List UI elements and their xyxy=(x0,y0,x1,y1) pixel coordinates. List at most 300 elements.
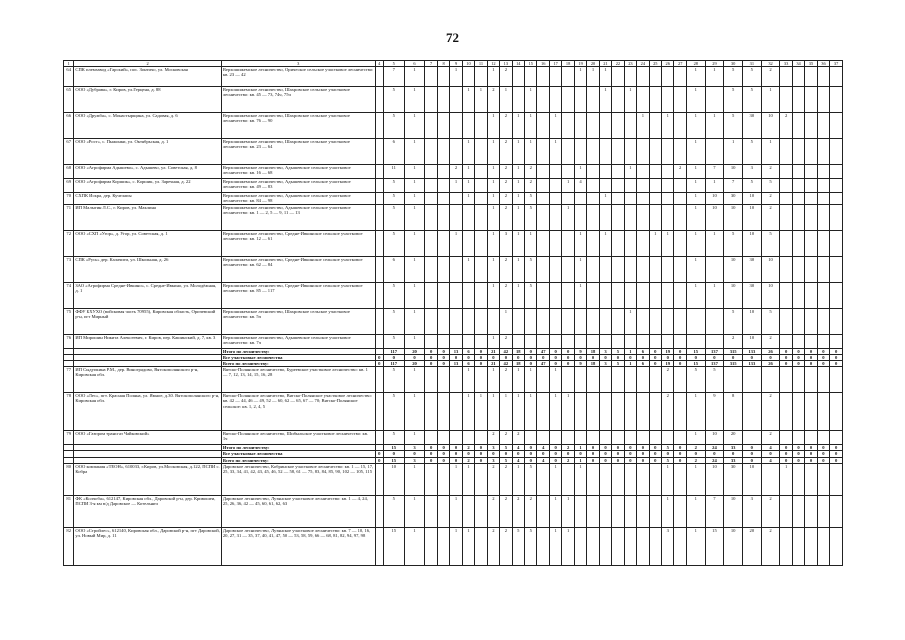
value-cell: 1 xyxy=(686,204,705,230)
row-number-cell: 82 xyxy=(64,527,74,565)
value-cell: 1 xyxy=(662,463,674,495)
value-cell: 0 xyxy=(549,445,561,451)
value-cell: 2 xyxy=(500,113,512,139)
value-cell xyxy=(612,230,624,256)
row-number-cell: 73 xyxy=(64,256,74,282)
value-cell xyxy=(805,308,817,334)
value-cell: 4 xyxy=(512,445,524,451)
column-number-cell: 13 xyxy=(500,61,512,67)
value-cell: 10 xyxy=(724,495,743,527)
value-cell: 0 xyxy=(437,354,449,360)
value-cell: 18 xyxy=(512,361,524,367)
value-cell xyxy=(549,87,561,113)
value-cell: 1 xyxy=(686,495,705,527)
value-cell: 0 xyxy=(662,451,674,457)
column-number-cell: 32 xyxy=(761,61,780,67)
organization-cell: ООО «Стройлес», 612140, Кировская обл., Даровской р-н, пгт Даровской, ул. Новый Мир, д. 11 xyxy=(74,527,221,565)
value-cell xyxy=(574,113,586,139)
value-cell: 0 xyxy=(487,451,499,457)
value-cell xyxy=(537,334,549,348)
value-cell: 315 xyxy=(724,361,743,367)
value-cell: 0 xyxy=(612,457,624,463)
value-cell xyxy=(599,495,611,527)
value-cell: 0 xyxy=(742,354,761,360)
location-cell: Верхошижемское лесничество, Адышевское сельское участковое лесничество: кв. 1 — 2, 5 — 9, 11 — 13 xyxy=(221,204,375,230)
column-number-cell: 20 xyxy=(587,61,599,67)
value-cell: 2 xyxy=(487,463,499,495)
value-cell: 5 xyxy=(383,204,404,230)
value-cell xyxy=(462,282,474,308)
value-cell xyxy=(437,495,449,527)
value-cell xyxy=(624,139,636,165)
value-cell: 1 xyxy=(462,193,474,204)
value-cell xyxy=(649,367,661,393)
value-cell: 1 xyxy=(404,308,425,334)
value-cell xyxy=(462,67,474,87)
value-cell xyxy=(599,463,611,495)
value-cell: 2 xyxy=(512,431,524,445)
value-cell: 1 xyxy=(512,165,524,179)
value-cell: 0 xyxy=(404,354,425,360)
value-cell xyxy=(624,230,636,256)
value-cell xyxy=(562,256,574,282)
column-number-cell: 15 xyxy=(525,61,537,67)
value-cell xyxy=(587,193,599,204)
value-cell: 0 xyxy=(624,457,636,463)
value-cell: 1 xyxy=(549,527,561,565)
value-cell: 10 xyxy=(705,193,724,204)
value-cell: 1 xyxy=(705,67,724,87)
value-cell: 5 xyxy=(383,367,404,393)
value-cell: 1 xyxy=(462,367,474,393)
value-cell: 2 xyxy=(761,431,780,445)
value-cell: 1 xyxy=(649,230,661,256)
value-cell: 10 xyxy=(705,463,724,495)
value-cell: 1 xyxy=(487,393,499,431)
value-cell xyxy=(425,495,437,527)
value-cell xyxy=(475,256,487,282)
value-cell xyxy=(562,139,574,165)
value-cell: 0 xyxy=(562,361,574,367)
value-cell xyxy=(649,87,661,113)
value-cell: 10 xyxy=(761,113,780,139)
value-cell: 0 xyxy=(637,451,649,457)
value-cell xyxy=(475,282,487,308)
value-cell: 2 xyxy=(500,193,512,204)
value-cell: 1 xyxy=(686,282,705,308)
value-cell: 2 xyxy=(500,527,512,565)
value-cell: 0 xyxy=(792,445,804,451)
value-cell: 0 xyxy=(599,445,611,451)
value-cell: 0 xyxy=(425,361,437,367)
value-cell xyxy=(475,139,487,165)
value-cell: 0 xyxy=(624,445,636,451)
location-cell: Вятско-Полянское лесничество, Вятско-Полянское участковое лесничество: кв. 42 — 44, 46 — 49, 52 — 60, 62 — 65, 67 — 70; Вятско-Полянское сельское: кв. 1, 2, 4, 5 xyxy=(221,393,375,431)
value-cell xyxy=(425,393,437,431)
value-cell xyxy=(437,256,449,282)
value-cell xyxy=(649,67,661,87)
column-number-cell: 7 xyxy=(425,61,437,67)
value-cell: 21 xyxy=(487,348,499,354)
value-cell: 0 xyxy=(383,354,404,360)
value-cell xyxy=(624,256,636,282)
value-cell: 3 xyxy=(404,457,425,463)
value-cell xyxy=(437,139,449,165)
value-cell xyxy=(425,179,437,193)
column-number-cell: 31 xyxy=(742,61,761,67)
value-cell: 1 xyxy=(512,282,524,308)
value-cell xyxy=(549,179,561,193)
value-cell: 1 xyxy=(624,87,636,113)
value-cell: 0 xyxy=(599,457,611,463)
value-cell xyxy=(537,282,549,308)
column-number-cell: 3 xyxy=(221,61,375,67)
value-cell: 1 xyxy=(404,204,425,230)
value-cell: 5 xyxy=(525,527,537,565)
value-cell xyxy=(780,179,792,193)
value-cell xyxy=(649,193,661,204)
value-cell: 1 xyxy=(404,113,425,139)
value-cell: 0 xyxy=(562,348,574,354)
value-cell xyxy=(537,393,549,431)
table-row xyxy=(64,495,843,527)
column-number-cell: 27 xyxy=(674,61,686,67)
value-cell: 1 xyxy=(686,256,705,282)
row-number-cell: 70 xyxy=(64,193,74,204)
value-cell: 42 xyxy=(500,361,512,367)
page-number: 72 xyxy=(446,30,459,45)
value-cell: 2 xyxy=(662,393,674,431)
value-cell: 1 xyxy=(512,367,524,393)
value-cell xyxy=(612,256,624,282)
value-cell: 0 xyxy=(425,457,437,463)
location-cell: Верхошижемское лесничество, Шахровское сельское участковое лесничество: кв. 23 — 64 xyxy=(221,139,375,165)
value-cell xyxy=(780,495,792,527)
value-cell xyxy=(475,367,487,393)
organization-cell: СПК племзавод «Гарский», пос. Зонтичо, ул. Московская xyxy=(74,67,221,87)
value-cell xyxy=(674,139,686,165)
value-cell xyxy=(649,431,661,445)
value-cell: 2 xyxy=(500,495,512,527)
value-cell: 0 xyxy=(404,451,425,457)
value-cell: 9 xyxy=(705,393,724,431)
value-cell: 0 xyxy=(674,457,686,463)
value-cell xyxy=(450,204,462,230)
value-cell xyxy=(587,282,599,308)
value-cell: 0 xyxy=(780,348,792,354)
value-cell xyxy=(475,204,487,230)
value-cell xyxy=(425,334,437,348)
value-cell xyxy=(475,334,487,348)
value-cell xyxy=(537,67,549,87)
value-cell: 0 xyxy=(475,451,487,457)
value-cell xyxy=(792,367,804,393)
value-cell xyxy=(437,431,449,445)
value-cell: 5 xyxy=(383,334,404,348)
value-cell xyxy=(792,67,804,87)
value-cell: 2 xyxy=(525,495,537,527)
value-cell xyxy=(562,463,574,495)
value-cell xyxy=(537,139,549,165)
value-cell xyxy=(830,193,843,204)
value-cell: 10 xyxy=(705,204,724,230)
value-cell: 6 xyxy=(637,348,649,354)
column-number-cell: 19 xyxy=(574,61,586,67)
value-cell xyxy=(475,113,487,139)
value-cell xyxy=(425,367,437,393)
value-cell xyxy=(805,204,817,230)
value-cell xyxy=(549,282,561,308)
value-cell: 2 xyxy=(761,67,780,87)
value-cell xyxy=(612,334,624,348)
value-cell: 5 xyxy=(662,445,674,451)
value-cell: 5 xyxy=(383,87,404,113)
value-cell: 0 xyxy=(425,451,437,457)
value-cell xyxy=(525,308,537,334)
value-cell: 1 xyxy=(404,165,425,179)
value-cell: 1 xyxy=(549,463,561,495)
value-cell xyxy=(780,282,792,308)
value-cell xyxy=(437,367,449,393)
value-cell: 1 xyxy=(599,193,611,204)
value-cell: 5 xyxy=(383,495,404,527)
value-cell xyxy=(599,367,611,393)
value-cell: 0 xyxy=(705,451,724,457)
value-cell xyxy=(637,393,649,431)
value-cell xyxy=(637,139,649,165)
value-cell xyxy=(830,334,843,348)
value-cell xyxy=(375,393,383,431)
value-cell xyxy=(549,165,561,179)
value-cell: 11 xyxy=(383,165,404,179)
value-cell: 2 xyxy=(500,67,512,87)
value-cell: 0 xyxy=(792,354,804,360)
value-cell: 2 xyxy=(500,204,512,230)
value-cell: 0 xyxy=(624,354,636,360)
value-cell: 5 xyxy=(383,230,404,256)
value-cell xyxy=(674,204,686,230)
value-cell xyxy=(792,393,804,431)
value-cell: 0 xyxy=(792,348,804,354)
value-cell xyxy=(562,193,574,204)
value-cell: 0 xyxy=(637,445,649,451)
summary-label: Всего по лесничеству: xyxy=(221,457,375,463)
row-number-cell: 71 xyxy=(64,204,74,230)
value-cell xyxy=(637,256,649,282)
value-cell xyxy=(817,393,829,431)
value-cell: 1 xyxy=(562,179,574,193)
value-cell: 2 xyxy=(724,334,743,348)
value-cell: 0 xyxy=(450,457,462,463)
value-cell: 5 xyxy=(742,67,761,87)
value-cell: 5 xyxy=(525,282,537,308)
value-cell: 1 xyxy=(599,87,611,113)
value-cell xyxy=(742,431,761,445)
value-cell xyxy=(450,113,462,139)
value-cell: 1 xyxy=(462,256,474,282)
value-cell xyxy=(674,367,686,393)
column-number-cell: 30 xyxy=(724,61,743,67)
value-cell: 1 xyxy=(404,367,425,393)
value-cell xyxy=(792,256,804,282)
value-cell: 1 xyxy=(761,139,780,165)
column-number-cell: 16 xyxy=(537,61,549,67)
value-cell xyxy=(425,139,437,165)
value-cell: 2 xyxy=(500,179,512,193)
value-cell xyxy=(437,165,449,179)
value-cell xyxy=(686,308,705,334)
value-cell xyxy=(805,334,817,348)
organization-cell: ООО «Агрофирма Коршик», с. Коршик, ул. Заречная, д. 22 xyxy=(74,179,221,193)
organization-cell: СХПК Искра, дер. Кучелапы xyxy=(74,193,221,204)
value-cell: 0 xyxy=(375,361,383,367)
value-cell: 1 xyxy=(487,230,499,256)
value-cell xyxy=(637,204,649,230)
value-cell xyxy=(562,87,574,113)
value-cell: 0 xyxy=(624,451,636,457)
value-cell: 2 xyxy=(761,527,780,565)
value-cell: 5 xyxy=(383,179,404,193)
value-cell: 0 xyxy=(549,354,561,360)
value-cell xyxy=(662,179,674,193)
value-cell xyxy=(624,113,636,139)
value-cell xyxy=(375,179,383,193)
value-cell xyxy=(562,308,574,334)
organization-cell: ИП Мирошин Никита Алексеевич, г. Киров, пер. Кашинский, д. 7, кв. 3 xyxy=(74,334,221,348)
value-cell: 10 xyxy=(742,308,761,334)
value-cell xyxy=(830,308,843,334)
value-cell xyxy=(562,367,574,393)
value-cell xyxy=(612,308,624,334)
value-cell xyxy=(674,87,686,113)
value-cell: 10 xyxy=(383,463,404,495)
value-cell: 2 xyxy=(525,179,537,193)
value-cell xyxy=(780,204,792,230)
value-cell xyxy=(792,193,804,204)
value-cell: 1 xyxy=(686,230,705,256)
value-cell: 2 xyxy=(487,527,499,565)
value-cell: 1 xyxy=(487,334,499,348)
value-cell: 1 xyxy=(487,179,499,193)
value-cell: 0 xyxy=(537,354,549,360)
column-number-cell: 33 xyxy=(780,61,792,67)
value-cell: 15 xyxy=(383,457,404,463)
value-cell: 7 xyxy=(724,179,743,193)
value-cell xyxy=(574,393,586,431)
value-cell: 2 xyxy=(487,87,499,113)
value-cell: 5 xyxy=(742,139,761,165)
value-cell: 1 xyxy=(404,179,425,193)
value-cell xyxy=(662,282,674,308)
value-cell: 1 xyxy=(587,67,599,87)
value-cell: 0 xyxy=(686,354,705,360)
value-cell xyxy=(437,334,449,348)
value-cell xyxy=(830,113,843,139)
value-cell: 5 xyxy=(525,193,537,204)
value-cell: 10 xyxy=(742,463,761,495)
value-cell: 0 xyxy=(805,348,817,354)
value-cell: 0 xyxy=(780,445,792,451)
value-cell xyxy=(587,256,599,282)
value-cell: 2 xyxy=(500,463,512,495)
value-cell xyxy=(792,334,804,348)
value-cell: 0 xyxy=(674,361,686,367)
value-cell xyxy=(375,431,383,445)
value-cell xyxy=(662,431,674,445)
value-cell: 5 xyxy=(742,87,761,113)
row-number-cell: 75 xyxy=(64,308,74,334)
value-cell: 1 xyxy=(462,393,474,431)
value-cell: 6 xyxy=(637,361,649,367)
column-number-cell: 35 xyxy=(805,61,817,67)
value-cell xyxy=(686,334,705,348)
value-cell: 1 xyxy=(450,463,462,495)
value-cell xyxy=(587,393,599,431)
value-cell: 0 xyxy=(686,451,705,457)
value-cell: 0 xyxy=(525,354,537,360)
value-cell: 18 xyxy=(512,348,524,354)
value-cell: 0 xyxy=(761,451,780,457)
value-cell: 2 xyxy=(500,334,512,348)
value-cell: 5 xyxy=(724,87,743,113)
column-number-cell: 18 xyxy=(562,61,574,67)
value-cell: 0 xyxy=(475,354,487,360)
table-row xyxy=(64,193,843,204)
location-cell: Вятско-Полянское лесничество, Буреевское участковое лесничество: кв. 1 — 7, 12, 13, 14, 15, 16, 28 xyxy=(221,367,375,393)
value-cell: 10 xyxy=(742,334,761,348)
value-cell: 13 xyxy=(450,361,462,367)
value-cell xyxy=(817,87,829,113)
table-row xyxy=(64,367,843,393)
value-cell xyxy=(549,308,561,334)
row-number-cell: 78 xyxy=(64,393,74,431)
value-cell: 1 xyxy=(637,113,649,139)
value-cell xyxy=(450,367,462,393)
value-cell: 1 xyxy=(487,193,499,204)
value-cell: 5 xyxy=(761,308,780,334)
value-cell: 20 xyxy=(404,348,425,354)
value-cell: 0 xyxy=(525,348,537,354)
value-cell xyxy=(637,87,649,113)
value-cell: 4 xyxy=(537,445,549,451)
value-cell xyxy=(805,527,817,565)
value-cell: 1 xyxy=(574,463,586,495)
value-cell xyxy=(562,334,574,348)
value-cell: 3 xyxy=(742,495,761,527)
value-cell: 0 xyxy=(375,451,383,457)
value-cell: 1 xyxy=(686,139,705,165)
value-cell xyxy=(375,527,383,565)
location-cell: Верхошижемское лесничество, Адышевское сельское участковое лесничество: кв. 49 — 83 xyxy=(221,179,375,193)
value-cell xyxy=(375,282,383,308)
value-cell xyxy=(512,308,524,334)
value-cell xyxy=(612,179,624,193)
value-cell xyxy=(475,193,487,204)
value-cell: 0 xyxy=(475,457,487,463)
value-cell: 2 xyxy=(761,495,780,527)
value-cell: 0 xyxy=(761,354,780,360)
value-cell: 3 xyxy=(500,230,512,256)
table-row xyxy=(64,204,843,230)
value-cell: 0 xyxy=(649,354,661,360)
value-cell: 0 xyxy=(612,451,624,457)
value-cell: 10 xyxy=(705,431,724,445)
value-cell: 1 xyxy=(450,495,462,527)
value-cell xyxy=(817,193,829,204)
value-cell xyxy=(537,308,549,334)
value-cell: 1 xyxy=(549,367,561,393)
value-cell xyxy=(637,431,649,445)
